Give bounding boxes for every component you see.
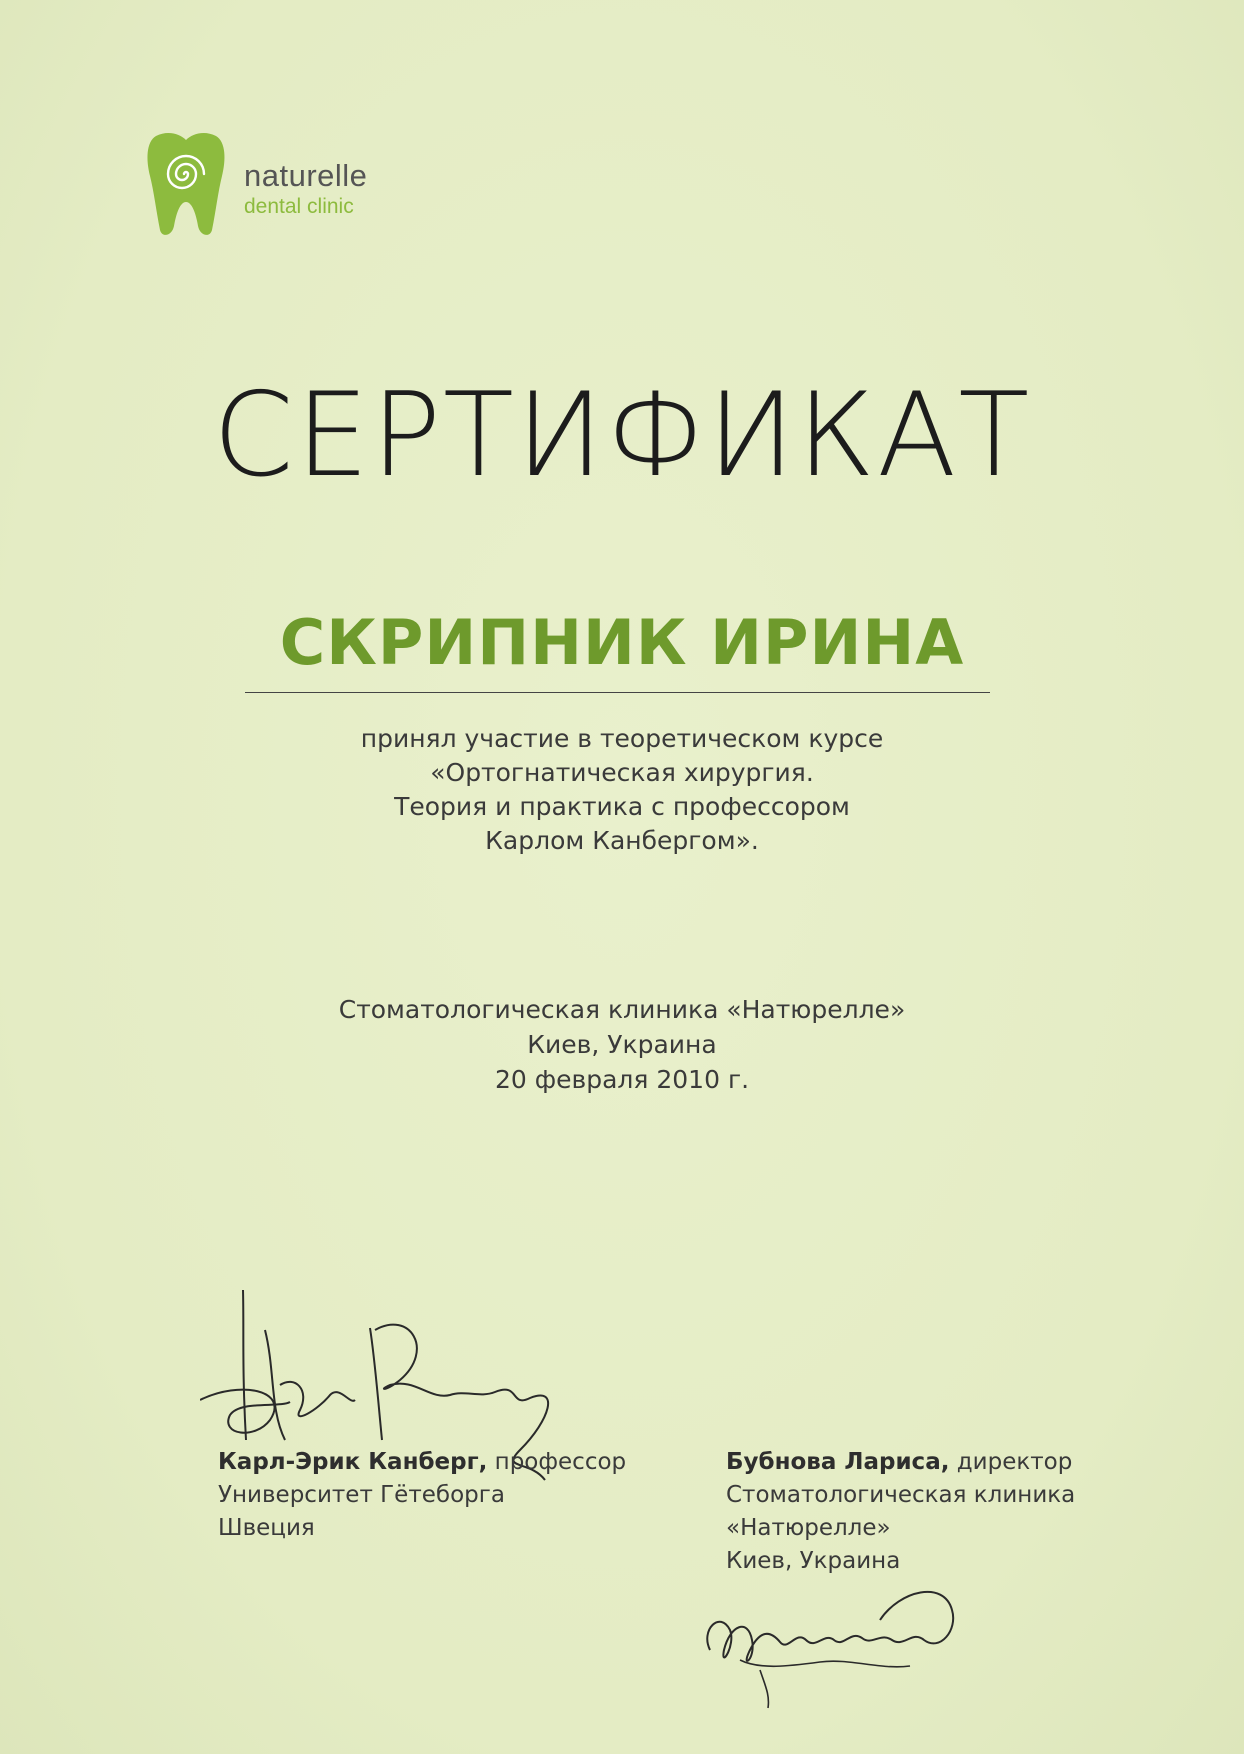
tooth-spiral-icon	[146, 130, 226, 238]
certificate-title: СЕРТИФИКАТ	[212, 368, 1032, 503]
signatory-right-org2: «Натюрелле»	[726, 1515, 891, 1541]
clinic-logo	[146, 130, 406, 240]
signatory-left-role: профессор	[487, 1449, 627, 1475]
logo-name: naturelle	[244, 158, 368, 193]
signatory-right-city: Киев, Украина	[726, 1548, 901, 1574]
course-line-2: «Ортогнатическая хирургия.	[430, 758, 814, 787]
course-line-1: принял участие в теоретическом курсе	[360, 724, 884, 753]
signatory-right-role: директор	[949, 1449, 1073, 1475]
signatory-left-country: Швеция	[218, 1515, 315, 1541]
signatory-left-title	[218, 1446, 626, 1479]
signatory-right-name: Бубнова Лариса,	[726, 1449, 950, 1475]
signatory-right	[726, 1446, 1075, 1578]
signatory-right-title	[726, 1446, 1075, 1479]
signatory-left-org: Университет Гётеборга	[218, 1482, 505, 1508]
signatory-right-org1: Стоматологическая клиника	[726, 1482, 1076, 1508]
name-underline	[245, 692, 990, 693]
signature-right	[700, 1570, 980, 1710]
course-description	[0, 722, 1244, 858]
venue-date: 20 февраля 2010 г.	[494, 1065, 750, 1094]
logo-subtitle: dental clinic	[244, 195, 354, 218]
signatory-left	[218, 1446, 626, 1545]
recipient-name: СКРИПНИК ИРИНА	[279, 606, 965, 679]
signatory-left-name: Карл-Эрик Канберг,	[218, 1449, 488, 1475]
course-line-4: Карлом Канбергом».	[485, 826, 759, 855]
venue-block	[0, 992, 1244, 1097]
venue-city: Киев, Украина	[527, 1030, 717, 1059]
course-line-3: Теория и практика с профессором	[394, 792, 850, 821]
venue-clinic: Стоматологическая клиника «Натюрелле»	[338, 995, 906, 1024]
